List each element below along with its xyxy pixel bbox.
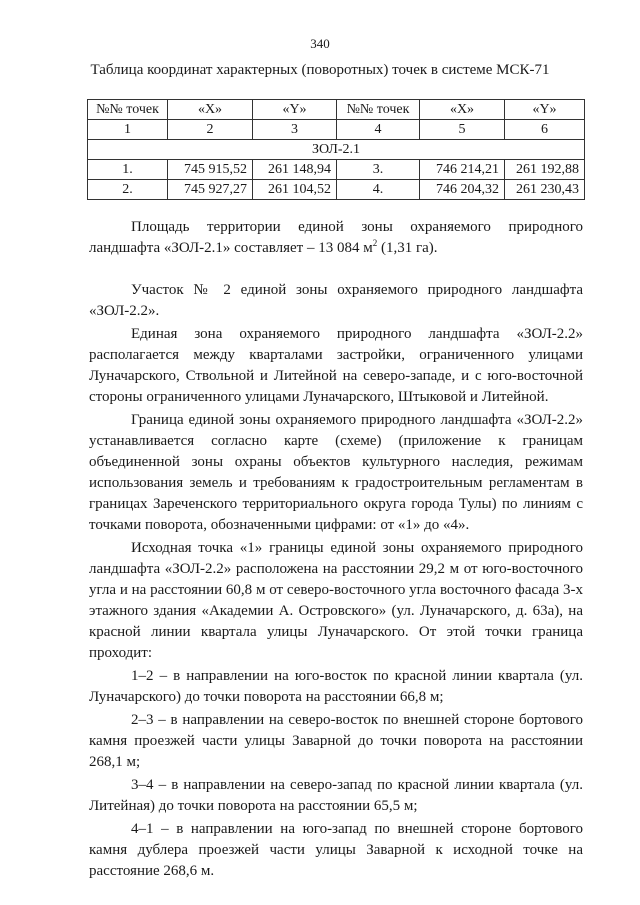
table-header-row	[88, 100, 585, 120]
column-number-cell: 2	[168, 120, 253, 140]
column-number-cell: 3	[253, 120, 337, 140]
area-paragraph	[89, 217, 583, 259]
table-row	[88, 160, 585, 180]
coordinates-table	[87, 99, 585, 200]
point-number-cell: 1.	[88, 160, 168, 180]
segment-3-4-paragraph: 3–4 – в направлении на северо-запад по красной линии квартала (ул. Литейная) до точки поворота на расстоянии 65,5 м;	[89, 777, 583, 814]
segment-1-2-paragraph: 1–2 – в направлении на юго-восток по красной линии квартала (ул. Луначарского) до точки поворота на расстоянии 66,8 м;	[89, 668, 583, 705]
y-coordinate-cell: 261 148,94	[253, 160, 337, 180]
segment-2-3-paragraph: 2–3 – в направлении на северо-восток по внешней стороне бортового камня проезжей части улицы Заварной до точки поворота на расстоянии 268,1 м;	[89, 712, 583, 770]
header-cell: №№ точек	[88, 100, 168, 120]
location-paragraph: Единая зона охраняемого природного ландшафта «ЗОЛ-2.2» располагается между кварталами застройки, ограниченного улицами Луначарского, Ствольной и Литейной на северо-западе, и с юго-восточной стороны ограниченного улицами Луначарского, Штыковой и Литейной.	[89, 326, 583, 405]
origin-point-paragraph: Исходная точка «1» границы единой зоны охраняемого природного ландшафта «ЗОЛ-2.2» расположена на расстоянии 29,2 м от юго-восточного угла и на расстоянии 60,8 м от северо-восточного угла восточного фасада 3-х этажного здания «Академии А. Островского» (ул. Луначарского, д. 63а), на красной линии квартала улицы Луначарского. От этой точки граница проходит:	[89, 540, 583, 661]
header-cell: №№ точек	[337, 100, 420, 120]
area-text-end: (1,31 га).	[377, 240, 438, 256]
header-cell: «X»	[168, 100, 253, 120]
segment-4-1-paragraph: 4–1 – в направлении на юго-запад по внешней стороне бортового камня дублера проезжей части улицы Заварной к исходной точке на расстояние 268,6 м.	[89, 821, 583, 879]
boundary-paragraph: Граница единой зоны охраняемого природного ландшафта «ЗОЛ-2.2» устанавливается согласно карте (схеме) (приложение к границам объединенной зоны охраны объектов культурного наследия, режимам использования земель и требованиям к градостроительным регламентам в границах Зареченского территориального округа города Тулы) по линиям с точками поворота, обозначенными цифрами: от «1» до «4».	[89, 412, 583, 533]
point-number-cell: 3.	[337, 160, 420, 180]
section-heading-paragraph: Участок № 2 единой зоны охраняемого природного ландшафта «ЗОЛ-2.2».	[89, 282, 583, 319]
area-unit-superscript: 2	[372, 238, 378, 248]
column-number-cell: 6	[505, 120, 585, 140]
point-number-cell: 2.	[88, 180, 168, 200]
y-coordinate-cell: 261 230,43	[505, 180, 585, 200]
table-section-row	[88, 140, 585, 160]
point-number-cell: 4.	[337, 180, 420, 200]
x-coordinate-cell: 746 214,21	[420, 160, 505, 180]
column-number-cell: 1	[88, 120, 168, 140]
table-row	[88, 180, 585, 200]
page-number: 340	[310, 36, 330, 51]
area-text: Площадь территории единой зоны охраняемого природного ландшафта «ЗОЛ-2.1» составляет – 13 084 м	[89, 219, 583, 256]
header-cell: «Y»	[505, 100, 585, 120]
x-coordinate-cell: 745 927,27	[168, 180, 253, 200]
header-cell: «X»	[420, 100, 505, 120]
header-cell: «Y»	[253, 100, 337, 120]
y-coordinate-cell: 261 104,52	[253, 180, 337, 200]
table-column-number-row	[88, 120, 585, 140]
column-number-cell: 5	[420, 120, 505, 140]
section-label: ЗОЛ-2.1	[88, 140, 585, 160]
y-coordinate-cell: 261 192,88	[505, 160, 585, 180]
x-coordinate-cell: 746 204,32	[420, 180, 505, 200]
x-coordinate-cell: 745 915,52	[168, 160, 253, 180]
column-number-cell: 4	[337, 120, 420, 140]
document-body	[89, 217, 583, 882]
document-title: Таблица координат характерных (поворотных) точек в системе МСК-71	[90, 62, 550, 78]
